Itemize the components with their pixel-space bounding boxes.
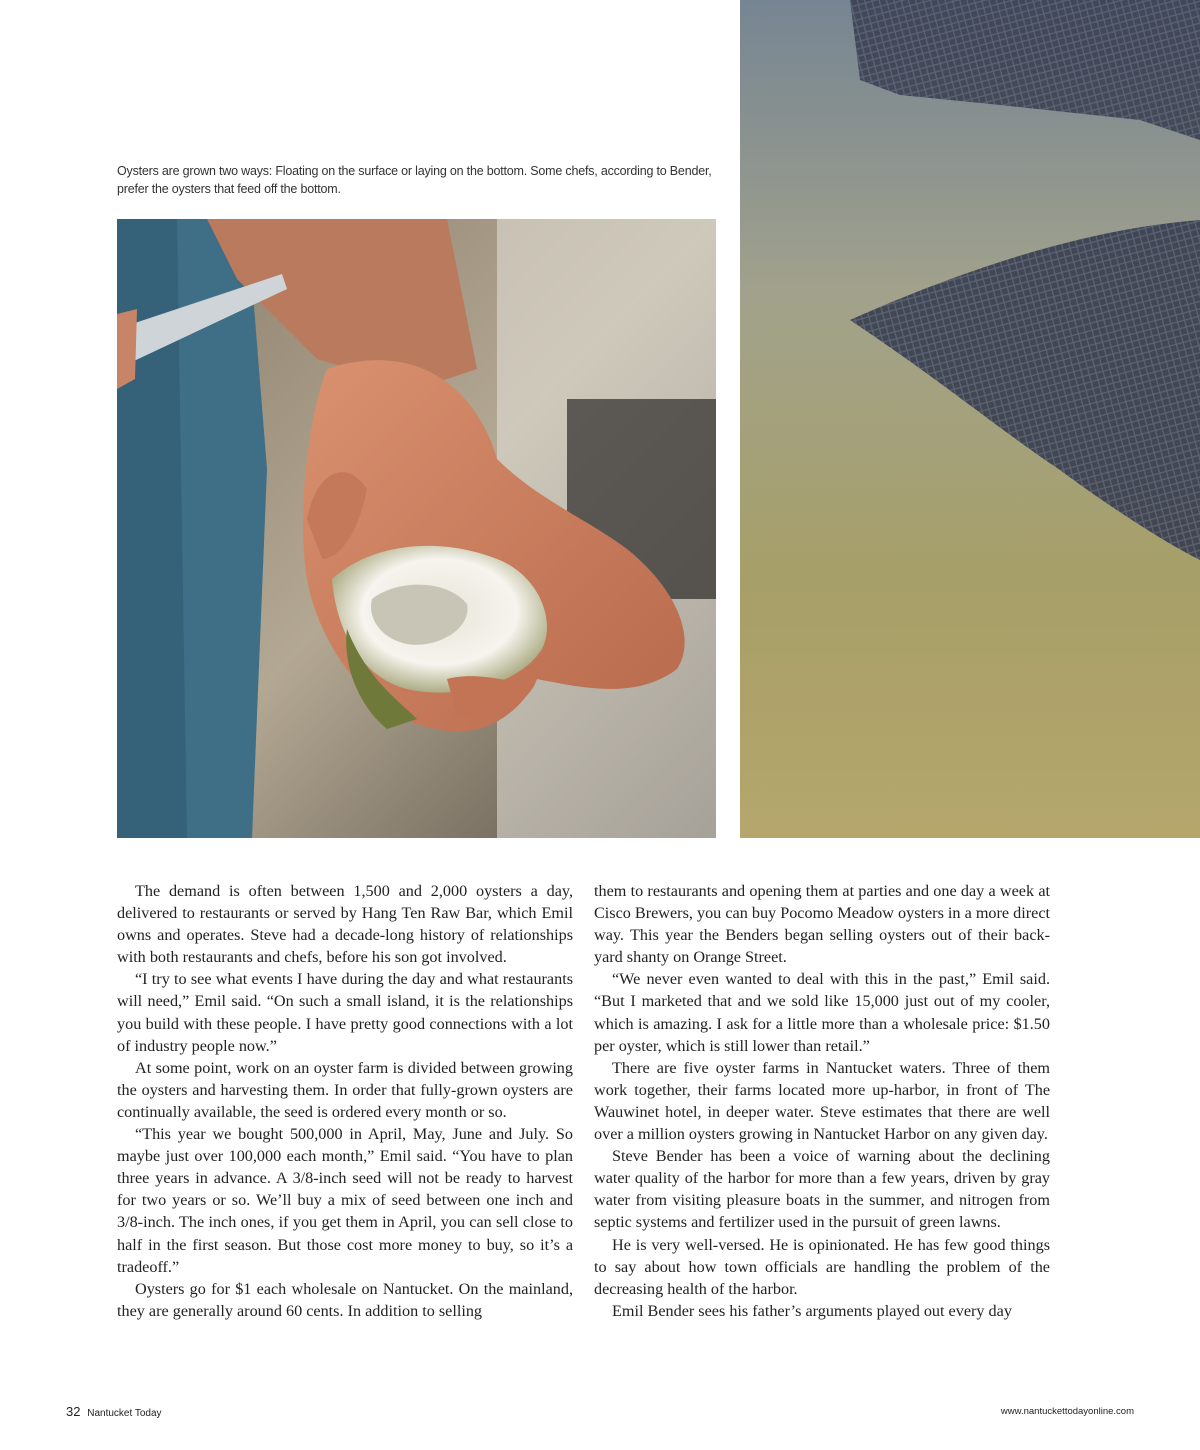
oyster-bags-underwater-photo (740, 0, 1200, 838)
paragraph: At some point, work on an oyster farm is divided between growing the oysters and harvesting them. In order that fully-grown oysters are continually available, the seed is ordered every month or so. (117, 1058, 573, 1121)
paragraph: He is very well-versed. He is opinionated. He has few good things to say about how town officials are handling the problem of the decreasing health of the harbor. (594, 1235, 1050, 1298)
website-url: www.nantuckettodayonline.com (1000, 1406, 1134, 1417)
paragraph-continued: them to restaurants and opening them at parties and one day a week at Cisco Brewers, you can buy Pocomo Meadow oysters in a more direct way. This year the Benders began selling oysters out of their back-yard shanty on Orange Street. (594, 882, 1050, 967)
article-column-right (594, 880, 1050, 1322)
paragraph: “I try to see what events I have during the day and what restaurants will need,” Emil said. “On such a small island, it is the relationships you build with these people. I have pretty good connections with a lot of industry people now.” (117, 970, 573, 1055)
paragraph: The demand is often between 1,500 and 2,000 oysters a day, delivered to restaurants or served by Hang Ten Raw Bar, which Emil owns and operates. Steve had a decade-long history of relationships with both restaurants and chefs, before his son got involved. (117, 882, 573, 967)
publication-name: Nantucket Today (87, 1408, 162, 1419)
paragraph: There are five oyster farms in Nantucket waters. Three of them work together, their farms located more up-harbor, in front of The Wauwinet hotel, in deeper water. Steve estimates that there are well over a million oysters growing in Nantucket Harbor on any given day. (594, 1058, 1050, 1144)
page-footer-left (66, 1404, 162, 1419)
paragraph: Steve Bender has been a voice of warning about the declining water quality of the harbor for more than a few years, driven by gray water from visiting pleasure boats in the summer, and nitrogen from septic systems and fertilizer used in the pursuit of green lawns. (594, 1147, 1050, 1232)
page-number: 32 (66, 1404, 81, 1419)
paragraph: “We never even wanted to deal with this in the past,” Emil said. “But I marketed that and we sold like 15,000 just out of my cooler, which is amazing. I ask for a little more than a wholesale price: $1.50 per oyster, which is still lower than retail.” (594, 970, 1050, 1055)
paragraph: Oysters go for $1 each wholesale on Nantucket. On the mainland, they are generally around 60 cents. In addition to selling (117, 1279, 573, 1320)
paragraph: “This year we bought 500,000 in April, May, June and July. So maybe just over 100,000 each month,” Emil said. “You have to plan three years in advance. A 3/8-inch seed will not be ready to harvest for two years or so. We’ll buy a mix of seed between one inch and 3/8-inch. The inch ones, if you get them in April, you can sell close to half in the first season. But those cost more money to buy, so it’s a tradeoff.” (117, 1125, 573, 1276)
hand-holding-oyster-photo (117, 219, 716, 838)
article-column-left (117, 880, 573, 1322)
paragraph: Emil Bender sees his father’s arguments played out every day (612, 1301, 1012, 1320)
photo-caption: Oysters are grown two ways: Floating on the surface or laying on the bottom. Some chefs, according to Bender, prefer the oysters that feed off the bottom. (117, 164, 712, 196)
